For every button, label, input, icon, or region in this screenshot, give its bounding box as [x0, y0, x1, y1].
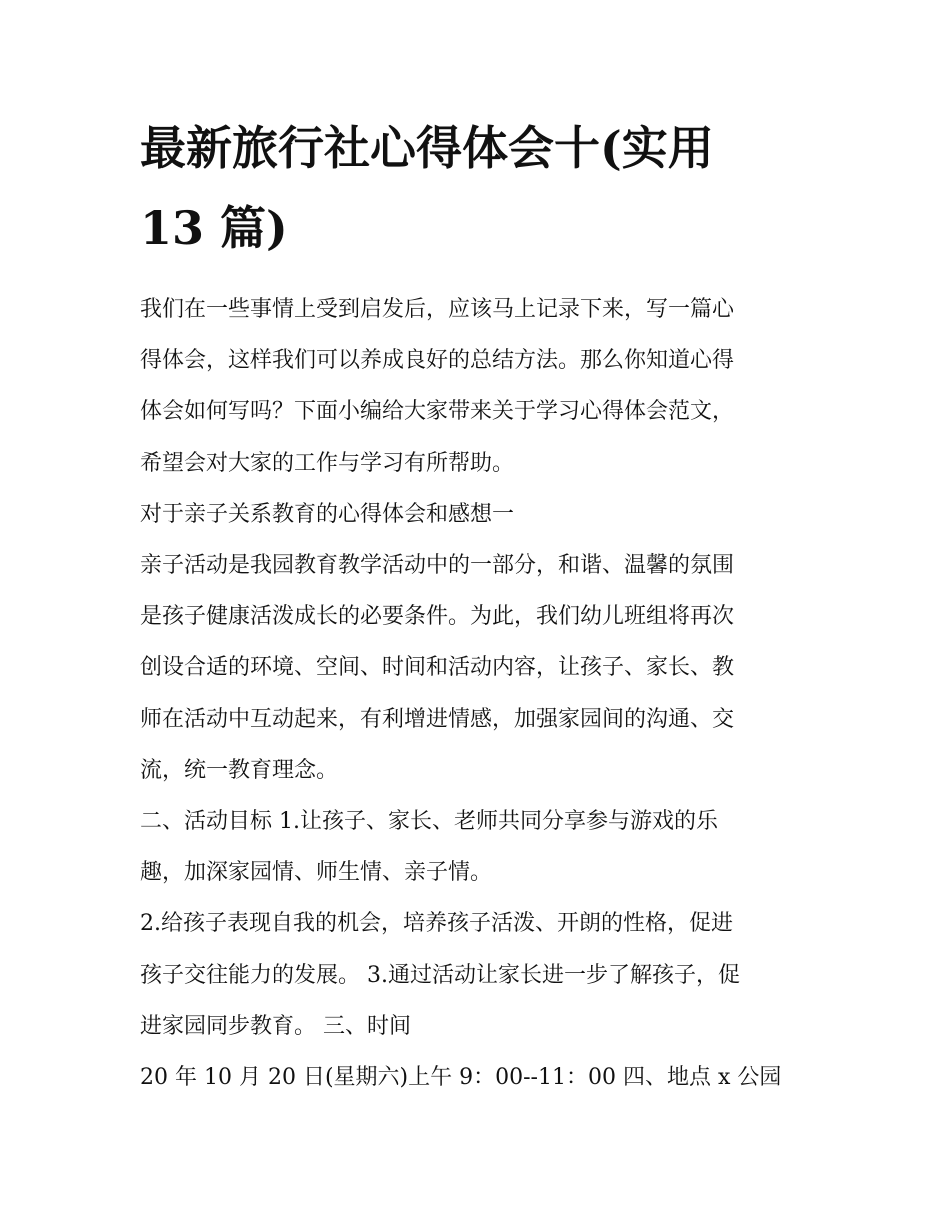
text-line: 我们在一些事情上受到启发后，应该马上记录下来，写一篇心 [140, 297, 735, 322]
title-line: 13 篇) [140, 201, 288, 255]
paragraph-time-location [140, 1052, 812, 1103]
text-line: 得体会，这样我们可以养成良好的总结方法。那么你知道心得 [140, 348, 735, 374]
document-body [140, 284, 812, 1103]
paragraph-goals-continued [140, 898, 812, 1052]
text-line: 2.给孩子表现自我的机会，培养孩子活泼、开朗的性格，促进 [140, 911, 733, 937]
text-line: 趣，加深家园情、师生情、亲子情。 [140, 860, 493, 886]
document-page [140, 108, 812, 1103]
text-line: 对于亲子关系教育的心得体会和感想一 [140, 501, 515, 527]
paragraph-goals [140, 796, 812, 898]
document-title [140, 108, 812, 268]
text-line: 进家园同步教育。 三、时间 [140, 1013, 411, 1039]
text-line: 体会如何写吗？下面小编给大家带来关于学习心得体会范文， [140, 399, 735, 425]
text-line: 20 年 10 月 20 日(星期六)上午 9：00--11：00 四、地点 x 公园 [140, 1065, 782, 1091]
paragraph-background [140, 540, 812, 796]
text-line: 流，统一教育理念。 [140, 757, 339, 783]
text-line: 亲子活动是我园教育教学活动中的一部分，和谐、温馨的氛围 [140, 553, 735, 579]
text-line: 二、活动目标 1.让孩子、家长、老师共同分享参与游戏的乐 [140, 809, 718, 835]
text-line: 是孩子健康活泼成长的必要条件。为此，我们幼儿班组将再次 [140, 604, 735, 630]
text-line: 孩子交往能力的发展。 3.通过活动让家长进一步了解孩子，促 [140, 962, 740, 988]
title-line: 最新旅行社心得体会十(实用 [140, 121, 714, 175]
text-line: 师在活动中互动起来，有利增进情感，加强家园间的沟通、交 [140, 706, 735, 732]
paragraph-intro [140, 284, 812, 489]
text-line: 创设合适的环境、空间、时间和活动内容，让孩子、家长、教 [140, 655, 735, 681]
section-heading [140, 489, 812, 540]
text-line: 希望会对大家的工作与学习有所帮助。 [140, 450, 515, 476]
